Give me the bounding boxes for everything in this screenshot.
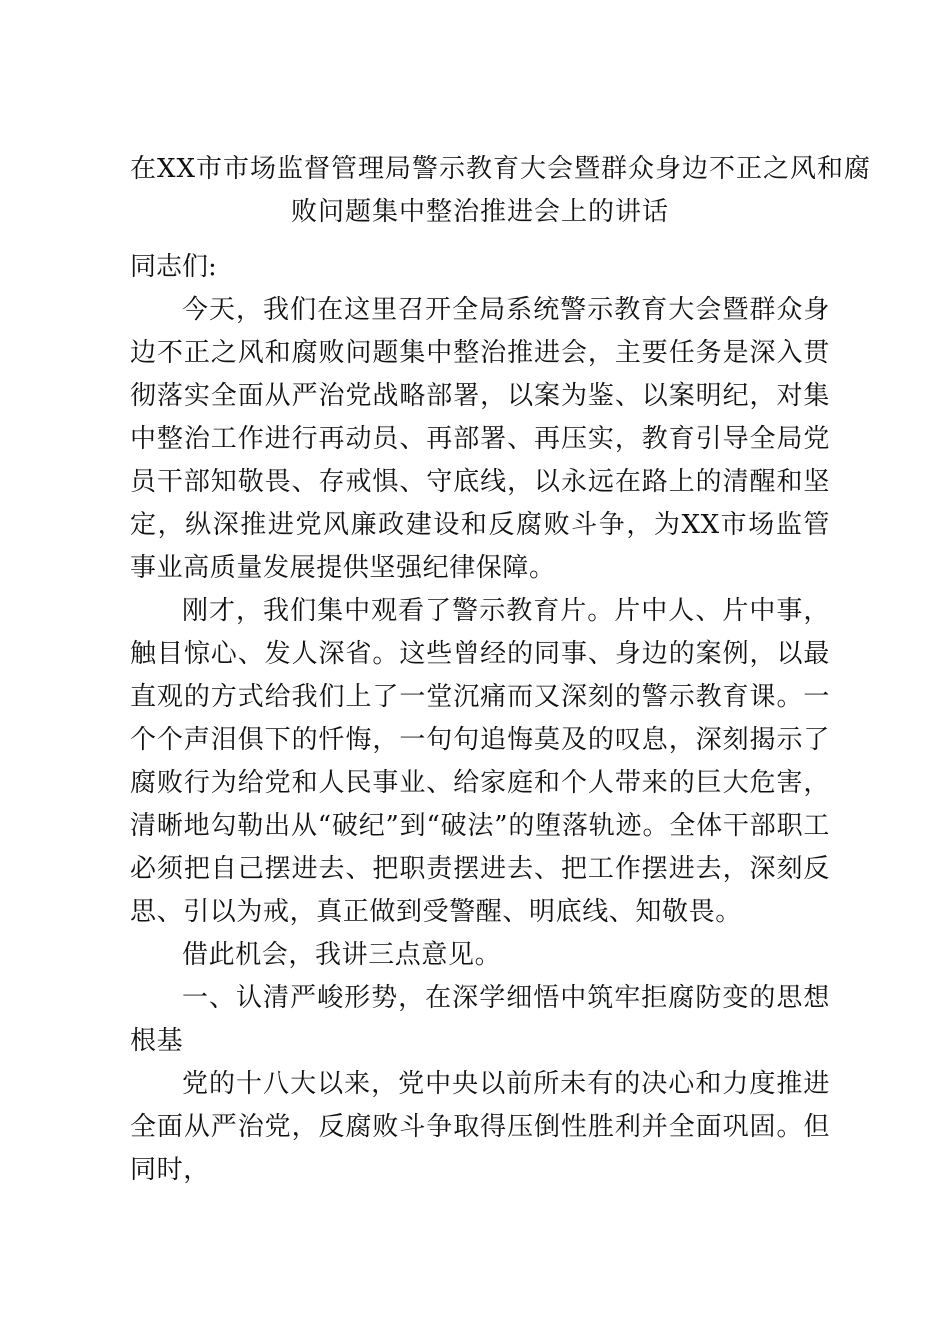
title-line-1: 在XX市市场监督管理局警示教育大会暨群众身边不正之风和腐 [130, 154, 872, 184]
paragraph-opening: 今天，我们在这里召开全局系统警示教育大会暨群众身边不正之风和腐败问题集中整治推进会，主要任务是深入贯彻落实全面从严治党战略部署，以案为鉴、以案明纪，对集中整治工作进行再动员、再部署、再压实，教育引导全局党员干部知敬畏、存戒惧、守底线，以永远在路上的清醒和坚定，纵深推进党风廉政建设和反腐败斗争，为XX市场监管事业高质量发展提供坚强纪律保障。 [130, 295, 830, 583]
section-heading-1: 一、认清严峻形势，在深学细悟中筑牢拒腐防变的思想根基 [130, 983, 830, 1056]
title-line-2: 败问题集中整治推进会上的讲话 [290, 197, 669, 227]
paragraph-warning-video: 刚才，我们集中观看了警示教育片。片中人、片中事，触目惊心、发人深省。这些曾经的同事、身边的案例，以最直观的方式给我们上了一堂沉痛而又深刻的警示教育课。一个个声泪俱下的忏悔，一句句追悔莫及的叹息，深刻揭示了腐败行为给党和人民事业、给家庭和个人带来的巨大危害，清晰地勾勒出从“破纪”到“破法”的堕落轨迹。全体干部职工必须把自己摆进去、把职责摆进去、把工作摆进去，深刻反思、引以为戒，真正做到受警醒、明底线、知敬畏。 [130, 596, 830, 927]
paragraph-since-18th: 党的十八大以来，党中央以前所未有的决心和力度推进全面从严治党，反腐败斗争取得压倒性胜利并全面巩固。但同时， [130, 1069, 830, 1185]
document-page [130, 148, 872, 1192]
document-title [130, 148, 872, 234]
greeting: 同志们: [130, 252, 217, 282]
paragraph-three-points: 借此机会，我讲三点意见。 [182, 940, 502, 970]
